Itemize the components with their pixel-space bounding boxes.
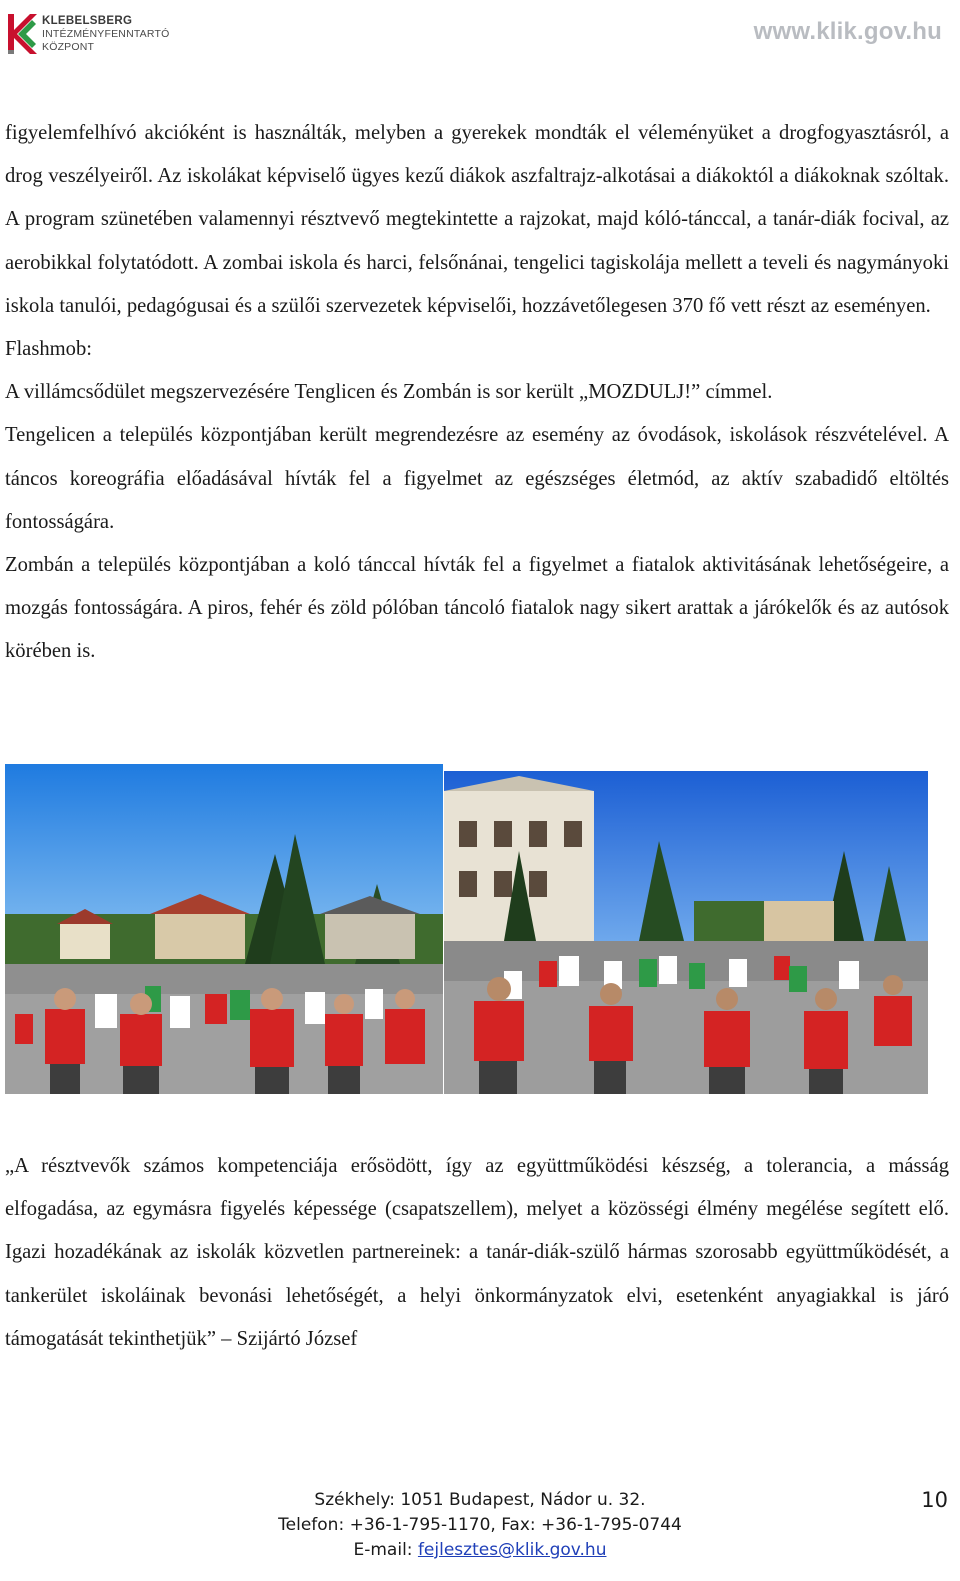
- paragraph-flashmob-heading: Flashmob:: [5, 338, 92, 361]
- quote-text: „A résztvevők számos kompetenciája erősödött, így az együttműködési készség, a tolerancia, a másság elfogadása, az egymásra figyelés képessége (csapatszellem), melyet a közösségi élmény megélése segített elő. Igazi hozadékának az iskolák közvetlen partnereinek: a tanár-diák-szülő hármas szorosabb együttműködését, a tankerület iskoláinak bevonási lehetőségét, a helyi önkormányzatok elvi, esetenként anyagiakkal is járó támogatását tekinthetjük” – Szijártó József: [5, 1155, 949, 1350]
- photo-zomba-dance: [444, 771, 928, 1094]
- footer-email-line: [0, 1538, 960, 1563]
- footer-phone: Telefon: +36-1-795-1170, Fax: +36-1-795-0744: [278, 1515, 682, 1535]
- footer-address: Székhely: 1051 Budapest, Nádor u. 32.: [314, 1490, 646, 1510]
- photo-tengelic-dance: [5, 764, 443, 1094]
- logo-line-2: INTÉZMÉNYFENNTARTÓ: [42, 28, 170, 40]
- paragraph-flashmob-intro: A villámcsődület megszervezésére Tenglicen és Zombán is sor került „MOZDULJ!” címmel.: [5, 381, 773, 404]
- quote-block: [5, 1145, 949, 1361]
- klik-logo-mark-icon: [4, 10, 38, 58]
- footer-email-label: E-mail:: [353, 1540, 418, 1560]
- paragraph-drug-prevention: figyelemfelhívó akcióként is használták, melyben a gyerekek mondták el véleményüket a drogfogyasztásról, a drog veszélyeiről. Az iskolákat képviselő ügyes kezű diákok aszfaltrajz-alkotásai a diákoktól a diákoknak szóltak. A program szünetében valamennyi résztvevő megtekintette a rajzokat, majd kóló-tánccal, a tanár-diák focival, az aerobikkal folytatódott. A zombai iskola és harci, felsőnánai, tengelici tagiskolája mellett a teveli és nagymányoki iskola tanulói, pedagógusai és a szülői szervezetek képviselői, hozzávetőlegesen 370 fő vett részt az eseményen.: [5, 122, 949, 317]
- article-body: [5, 112, 949, 674]
- klik-logo: [4, 8, 179, 64]
- logo-line-3: KÖZPONT: [42, 41, 95, 53]
- paragraph-zomba: Zombán a település központjában a koló tánccal hívták fel a figyelmet a fiatalok aktivitásának lehetőségeire, a mozgás fontosságára. A piros, fehér és zöld pólóban táncoló fiatalok nagy sikert arattak a járókelők és az autósok körében is.: [5, 554, 949, 663]
- page-header: [0, 0, 960, 70]
- page-number: 10: [921, 1488, 948, 1512]
- photo-row: [5, 764, 928, 1094]
- footer-email-link[interactable]: fejlesztes@klik.gov.hu: [417, 1540, 607, 1560]
- logo-line-1: KLEBELSBERG: [42, 15, 133, 27]
- page-footer: [0, 1488, 960, 1563]
- website-link[interactable]: www.klik.gov.hu: [753, 18, 942, 45]
- paragraph-tengelic: Tengelicen a település központjában került megrendezésre az esemény az óvodások, iskolások részvételével. A táncos koreográfia előadásával hívták fel a figyelmet az egészséges életmód, az aktív szabadidő eltöltés fontosságára.: [5, 424, 949, 533]
